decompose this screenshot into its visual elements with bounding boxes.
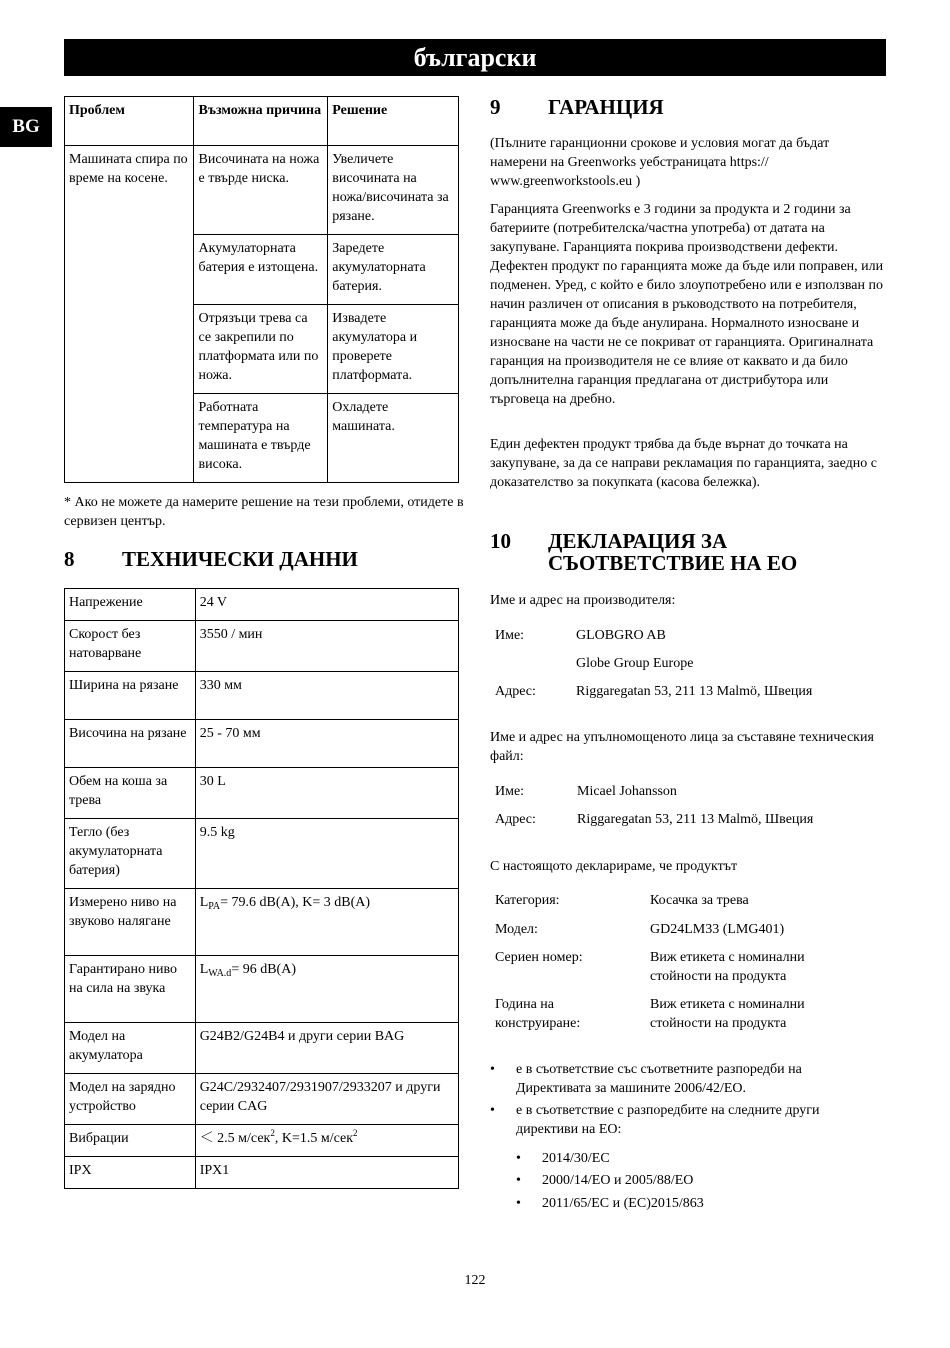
bullet-icon: • [516, 1173, 521, 1188]
warranty-paragraph-2: Гаранцията Greenworks е 3 години за продукта и 2 години за батериите (потребителска/частна употреба) от датата на закупуване. Гаранцията покрива производствени дефекти. Дефектен продукт по гаранцията може да бъде или поправен, или подменен. Уред, с който е било злоупотребено или е използван по начин различен от описания в ръководството на потребителя, гаранцията може да бъде анулирана. Нормалното износване и износване на части не се покриват от гаранцията. Оригиналната гаранция на производителя не се влияе от каквато и да било допълнителна гаранция предлагана от дистрибутора или търговеца на дребно. [490, 202, 884, 407]
solution-cell: Заредете акумулаторната батерия. [328, 235, 459, 305]
year-value: Виж етикета с номинални стойности на продукта [650, 997, 805, 1031]
solution-cell: Увеличете височината на ножа/височината за рязане. [328, 146, 459, 235]
spec-label: Обем на коша за трева [65, 768, 196, 819]
section-number: 9 [490, 95, 501, 119]
table-row [65, 819, 459, 889]
spec-label: IPX [65, 1157, 196, 1189]
table-header-row [65, 97, 459, 146]
name-label: Име: [495, 784, 525, 799]
spec-label: Скорост без натоварване [65, 621, 196, 672]
manufacturer-intro: Име и адрес на производителя: [490, 593, 676, 608]
bullet-icon: • [516, 1151, 521, 1166]
spec-label: Модел на зарядно устройство [65, 1074, 196, 1125]
table-header-problem: Проблем [65, 97, 194, 146]
solution-cell: Извадете акумулатора и проверете платформата. [328, 305, 459, 394]
spec-value: G24B2/G24B4 и други серии BAG [195, 1023, 458, 1074]
table-row [65, 768, 459, 819]
page-header-title: български [64, 39, 886, 76]
spec-value: $L_{PA}= 79.6$ dB(A), K= 3 dB(A) [195, 889, 458, 956]
table-row [65, 146, 459, 235]
section-title-line2: СЪОТВЕТСТВИЕ НА ЕО [548, 551, 798, 575]
name-value: Micael Johansson [577, 784, 677, 799]
spec-label: Гарантирано ниво на сила на звука [65, 956, 196, 1023]
troubleshooting-table [64, 96, 459, 483]
warranty-paragraph-3: Един дефектен продукт трябва да бъде върнат до точката на закупуване, за да се направи рекламация по гаранцията, заедно с доказателство за покупката (касова бележка). [490, 437, 877, 490]
spec-value: 3550 / мин [195, 621, 458, 672]
problem-cell: Машината спира по време на косене. [65, 146, 194, 483]
model-label: Модел: [495, 922, 538, 937]
bullet-icon: • [490, 1103, 495, 1118]
serial-label: Сериен номер: [495, 950, 583, 965]
table-header-solution: Решение [328, 97, 459, 146]
section-8-heading [64, 548, 358, 570]
table-row [65, 621, 459, 672]
table-header-cause: Възможна причина [194, 97, 328, 146]
address-label: Адрес: [495, 684, 536, 699]
name-label: Име: [495, 628, 525, 643]
category-label: Категория: [495, 893, 560, 908]
section-number: 8 [64, 547, 75, 571]
spec-value: $L_{WA.d}= 96$ dB(A) [195, 956, 458, 1023]
section-9-heading [490, 96, 664, 118]
name-value: GLOBGRO AB [576, 628, 666, 643]
section-title-line1: ДЕКЛАРАЦИЯ ЗА [548, 529, 728, 553]
spec-value: ＜ 2.5 м/сек$^2$, K=1.5 м/сек$^2$ [195, 1125, 458, 1157]
spec-value: 24 V [195, 589, 458, 621]
table-row [65, 1074, 459, 1125]
address-label: Адрес: [495, 812, 536, 827]
spec-label: Височина на рязане [65, 720, 196, 768]
solution-cell: Охладете машината. [328, 394, 459, 483]
cause-cell: Височината на ножа е твърде ниска. [194, 146, 328, 235]
name-value-2: Globe Group Europe [576, 656, 694, 671]
spec-label: Вибрации [65, 1125, 196, 1157]
spec-value: 30 L [195, 768, 458, 819]
spec-value: 9.5 kg [195, 819, 458, 889]
section-title: ГАРАНЦИЯ [548, 95, 664, 119]
section-10-heading [490, 530, 797, 574]
table-row [65, 956, 459, 1023]
table-row [65, 1125, 459, 1157]
serial-value: Виж етикета с номинални стойности на продукта [650, 950, 805, 984]
bullet-icon: • [516, 1196, 521, 1211]
troubleshooting-note: * Ако не можете да намерите решение на тези проблеми, отидете в сервизен център. [64, 495, 464, 529]
technical-data-table [64, 588, 459, 1189]
language-tab: BG [0, 107, 52, 147]
year-label: Година на конструиране: [495, 997, 581, 1031]
bullet-icon: • [490, 1062, 495, 1077]
spec-value: 330 мм [195, 672, 458, 720]
table-row [65, 1157, 459, 1189]
table-row [65, 1023, 459, 1074]
table-row [65, 720, 459, 768]
cause-cell: Работната температура на машината е твърде висока. [194, 394, 328, 483]
table-row [65, 672, 459, 720]
address-value: Riggaregatan 53, 211 13 Malmö, Швеция [577, 812, 814, 827]
declaration-intro: С настоящото декларираме, че продуктът [490, 859, 738, 874]
spec-value: G24C/2932407/2931907/2933207 и други серии CAG [195, 1074, 458, 1125]
spec-label: Измерено ниво на звуково налягане [65, 889, 196, 956]
table-row [65, 889, 459, 956]
cause-cell: Отрязъци трева са се закрепили по платформата или по ножа. [194, 305, 328, 394]
spec-label: Ширина на рязане [65, 672, 196, 720]
authorized-intro: Име и адрес на упълномощеното лица за съставяне техническия файл: [490, 730, 874, 764]
table-row [65, 589, 459, 621]
spec-label: Тегло (без акумулаторната батерия) [65, 819, 196, 889]
warranty-paragraph-1: (Пълните гаранционни срокове и условия могат да бъдат намерени на Greenworks уебстраницата https:// www.greenworkstools.eu ) [490, 136, 830, 189]
spec-label: Модел на акумулатора [65, 1023, 196, 1074]
address-value: Riggaregatan 53, 211 13 Malmö, Швеция [576, 684, 813, 699]
model-value: GD24LM33 (LMG401) [650, 922, 785, 937]
spec-value: 25 - 70 мм [195, 720, 458, 768]
cause-cell: Акумулаторната батерия е изтощена. [194, 235, 328, 305]
category-value: Косачка за трева [650, 893, 749, 908]
spec-value: IPX1 [195, 1157, 458, 1189]
section-number: 10 [490, 529, 511, 553]
spec-label: Напрежение [65, 589, 196, 621]
page-number: 122 [464, 1273, 486, 1288]
section-title: ТЕХНИЧЕСКИ ДАННИ [122, 547, 358, 571]
